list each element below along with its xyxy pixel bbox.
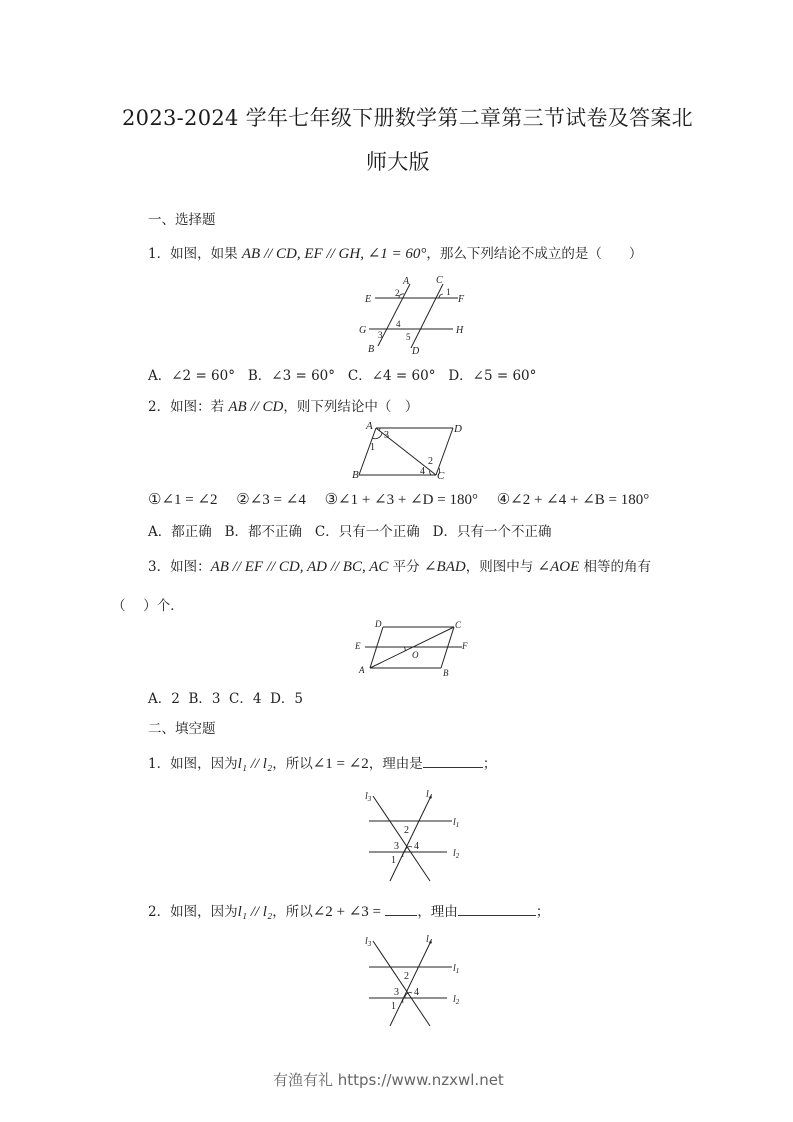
svg-text:2: 2 [404,825,409,836]
svg-text:l1: $l_1$ [453,963,460,975]
q3-prefix: 3．如图： [148,559,211,575]
svg-text:5: 5 [406,332,411,342]
q2-option-d[interactable]: D．只有一个不正确 [432,524,552,540]
svg-text:F: F [462,641,468,651]
svg-text:1: 1 [446,287,451,297]
q3-mid2: ，则图中与 [465,559,538,575]
q3-suffix: 相等的角有 [579,559,652,575]
svg-text:1: 1 [391,1001,396,1012]
fq1-math2: ∠1 = ∠2 [312,756,369,772]
q1-prefix: 1．如图，如果 [148,246,242,262]
fq1-prefix: 1．如图，因为 [148,756,238,772]
figure-fill-q2-transversals [355,930,465,1030]
q2-option-b[interactable]: B．都不正确 [224,524,303,540]
q2-math: AB // CD [228,399,284,415]
document-title-line2: 师大版 [366,150,430,174]
svg-text:D: D [375,619,382,629]
q2-suffix: ，则下列结论中（ ） [283,399,419,415]
fq1-math: l₁ // l₂ [237,756,273,772]
q2-prefix: 2．如图：若 [148,399,229,415]
q1-suffix: ，那么下列结论不成立的是（ ） [426,246,643,262]
svg-text:4: 4 [420,466,425,477]
q3-option-a[interactable]: A．2 [148,691,180,707]
svg-text:D: D [412,346,420,357]
svg-text:4: 4 [414,987,419,998]
fq1-mid: ，所以 [272,756,313,772]
svg-text:B: B [352,469,359,480]
svg-text:3: 3 [384,430,389,441]
q2-statement-list: ①∠1 = ∠2 ②∠3 = ∠4 ③∠1 + ∠3 + ∠D = 180° ④∠2 + ∠4 + ∠B = 180° [148,492,650,508]
svg-text:C: C [437,470,445,480]
svg-text:3: 3 [394,841,399,852]
svg-text:O: O [412,650,419,660]
q3-math3: ∠AOE [537,559,580,575]
fq2-end: ； [535,904,550,920]
svg-text:l2: $l_2$ [453,994,460,1006]
q2-option-a[interactable]: A．都正确 [148,524,212,540]
fq1-answer-blank[interactable] [423,755,483,768]
svg-text:C: C [455,620,462,630]
q1-math: AB // CD, EF // GH, ∠1 = 60° [241,246,427,262]
section-heading-choice: 一、选择题 [148,212,216,228]
figure-q1-parallel-lines [355,272,470,357]
question-3 [148,555,651,576]
svg-text:3: 3 [394,987,399,998]
svg-text:A: A [359,665,365,675]
footer-watermark: 有渔有礼 https://www.nzxwl.net [273,1071,504,1089]
svg-text:E: E [355,641,361,651]
svg-text:D: D [454,423,462,435]
q2-option-c[interactable]: C．只有一个正确 [314,524,420,540]
question-2 [148,395,418,416]
svg-text:E: E [365,294,372,305]
fq2-mid: ，所以 [272,904,313,920]
svg-text:C: C [436,275,443,286]
svg-text:H: H [456,325,464,336]
q3-option-b[interactable]: B．3 [188,691,221,707]
figure-fill-q1-transversals [355,785,465,885]
svg-text:2: 2 [395,288,400,298]
fq2-reason-blank[interactable] [458,903,536,916]
fill-question-1 [148,752,496,773]
svg-text:G: G [359,325,367,336]
svg-text:4: 4 [414,841,419,852]
q1-options [148,364,536,384]
svg-text:2: 2 [428,456,433,467]
fq2-prefix: 2．如图，因为 [148,904,238,920]
q3-option-d[interactable]: D．5 [270,691,303,707]
svg-text:3: 3 [378,330,383,340]
svg-text:B: B [368,344,375,355]
q3-math1: AB // EF // CD, AD // BC, AC [210,559,389,575]
document-title-line1: 2023-2024 学年七年级下册数学第二章第三节试卷及答案北 [122,106,693,130]
q1-option-d[interactable]: D．∠5 = 60° [448,368,537,384]
svg-text:l1: $l_1$ [453,817,460,829]
figure-q3-parallelogram [352,618,472,678]
svg-text:F: F [458,294,465,305]
q2-statements [148,488,649,509]
q1-option-a[interactable]: A．∠2 = 60° [148,368,235,384]
fq1-suffix: ，理由是 [368,756,423,772]
svg-text:4: 4 [396,319,401,329]
question-1 [148,242,642,263]
section-heading-fill-in: 二、填空题 [148,721,216,737]
svg-text:l2: $l_2$ [453,848,460,860]
q1-option-b[interactable]: B．∠3 = 60° [247,368,336,384]
svg-text:l3: $l_3$ [365,936,372,948]
fq2-mid2: ，理由 [417,904,458,920]
svg-text:1: 1 [370,442,375,453]
svg-text:l3: $l_3$ [365,791,372,803]
svg-text:A: A [366,420,373,432]
fq1-end: ； [482,756,497,772]
fq2-math2: ∠2 + ∠3 = [312,904,382,920]
q3-math2: ∠BAD [423,559,466,575]
q3-mid: 平分 [388,559,424,575]
svg-text:A: A [403,276,410,287]
fill-question-2 [148,900,549,921]
svg-text:l4: $l_4$ [426,934,433,946]
q3-line2: （ ）个． [112,598,184,614]
q3-options [148,687,303,707]
figure-q2-parallelogram [350,418,470,480]
fq2-math: l₁ // l₂ [237,904,273,920]
svg-text:1: 1 [391,855,396,866]
q2-options [148,520,551,540]
svg-text:B: B [443,668,449,678]
q1-option-c[interactable]: C．∠4 = 60° [347,368,436,384]
svg-text:l4: $l_4$ [426,789,433,801]
q3-option-c[interactable]: C．4 [229,691,262,707]
svg-text:2: 2 [404,971,409,982]
fq2-angle-blank[interactable] [385,903,417,916]
